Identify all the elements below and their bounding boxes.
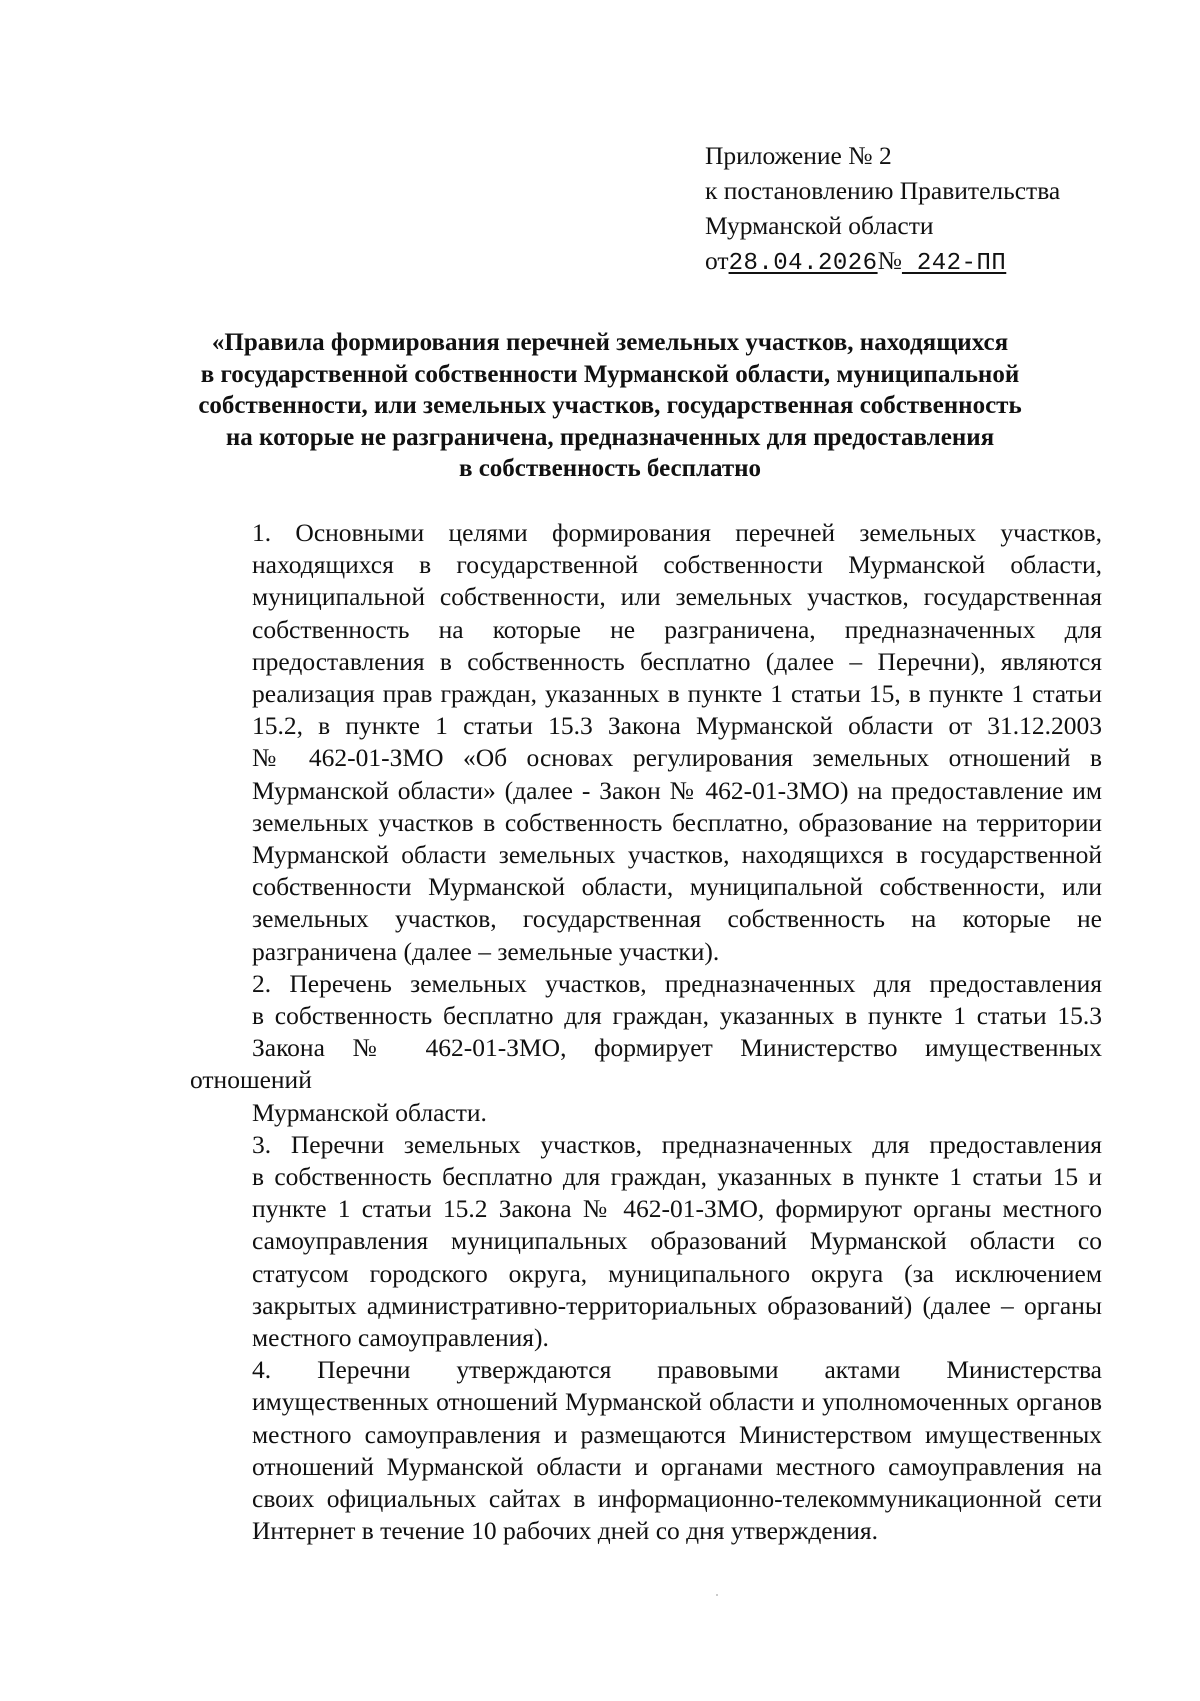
- text-line: в собственность бесплатно для граждан, указанных в пункте 1 статьи 15.3: [252, 1001, 1102, 1031]
- text-line: самоуправления муниципальных образований Мурманской области со: [252, 1226, 1102, 1256]
- paragraph-2: [190, 968, 1102, 1129]
- text-line: собственности Мурманской области, муниципальной собственности, или: [252, 872, 1102, 902]
- appendix-region: Мурманской области: [705, 211, 934, 240]
- text-line: земельных участков, государственная собственность на которые не: [252, 904, 1102, 934]
- paragraph-1: [190, 517, 1102, 968]
- title-line: собственности, или земельных участков, государственная собственность: [198, 392, 1022, 419]
- text-line: муниципальной собственности, или земельных участков, государственная: [252, 582, 1102, 612]
- text-line: Интернет в течение 10 рабочих дней со дня утверждения.: [252, 1516, 879, 1546]
- text-line: 1. Основными целями формирования перечней земельных участков,: [252, 518, 1102, 547]
- text-line: собственность на которые не разграничена, предназначенных для: [252, 614, 1102, 644]
- text-line: пункте 1 статьи 15.2 Закона № 462-01-ЗМО, формируют органы местного: [252, 1194, 1102, 1224]
- text-line: своих официальных сайтах в информационно-телекоммуникационной сети: [252, 1484, 1102, 1514]
- scan-speck: [716, 1594, 718, 1596]
- appendix-header: [705, 138, 1060, 281]
- text-line: Мурманской области.: [252, 1097, 487, 1127]
- document-body: [190, 517, 1102, 1548]
- title-line: «Правила формирования перечней земельных участков, находящихся: [211, 329, 1009, 356]
- text-line: реализация прав граждан, указанных в пункте 1 статьи 15, в пункте 1 статьи: [252, 679, 1102, 709]
- resolution-date: 28.04.2026: [728, 250, 878, 277]
- text-line: Мурманской области» (далее - Закон № 462-01-ЗМО) на предоставление им: [252, 775, 1102, 805]
- text-line: находящихся в государственной собственности Мурманской области,: [252, 550, 1102, 580]
- title-line: в собственность бесплатно: [458, 455, 762, 482]
- text-line: предоставления в собственность бесплатно (далее – Перечни), являются: [252, 646, 1102, 676]
- paragraph-4: [190, 1354, 1102, 1547]
- document-title: [150, 327, 1070, 485]
- text-line: имущественных отношений Мурманской области и уполномоченных органов: [252, 1387, 1102, 1417]
- appendix-title: Приложение № 2: [705, 141, 892, 170]
- text-line: местного самоуправления и размещаются Министерством имущественных: [252, 1419, 1102, 1449]
- resolution-number: 242-ПП: [901, 250, 1007, 277]
- text-line: разграничена (далее – земельные участки).: [252, 936, 720, 966]
- number-sign: №: [877, 246, 902, 275]
- text-line: Закона № 462-01-ЗМО, формирует Министерство имущественных отношений: [190, 1033, 1102, 1095]
- title-line: в государственной собственности Мурманской области, муниципальной: [200, 360, 1020, 388]
- appendix-reference: к постановлению Правительства: [705, 176, 1061, 205]
- text-line: статусом городского округа, муниципального округа (за исключением: [252, 1258, 1102, 1288]
- text-line: № 462-01-ЗМО «Об основах регулирования земельных отношений в: [252, 743, 1102, 773]
- text-line: отношений Мурманской области и органами местного самоуправления на: [252, 1451, 1102, 1481]
- text-line: Мурманской области земельных участков, находящихся в государственной: [252, 840, 1102, 870]
- text-line: местного самоуправления).: [252, 1323, 549, 1353]
- text-line: 3. Перечни земельных участков, предназначенных для предоставления: [252, 1129, 1102, 1159]
- text-line: 15.2, в пункте 1 статьи 15.3 Закона Мурманской области от 31.12.2003: [252, 711, 1102, 741]
- title-line: на которые не разграничена, предназначенных для предоставления: [225, 423, 995, 451]
- text-line: земельных участков в собственность бесплатно, образование на территории: [252, 807, 1102, 837]
- paragraph-3: [190, 1129, 1102, 1354]
- text-line: 4. Перечни утверждаются правовыми актами Министерства: [252, 1355, 1102, 1385]
- text-line: в собственность бесплатно для граждан, указанных в пункте 1 статьи 15 и: [252, 1162, 1102, 1192]
- text-line: закрытых административно-территориальных образований) (далее – органы: [252, 1290, 1102, 1320]
- appendix-date-line: [705, 243, 1060, 281]
- date-prefix: от: [705, 246, 729, 275]
- text-line: 2. Перечень земельных участков, предназначенных для предоставления: [252, 968, 1102, 998]
